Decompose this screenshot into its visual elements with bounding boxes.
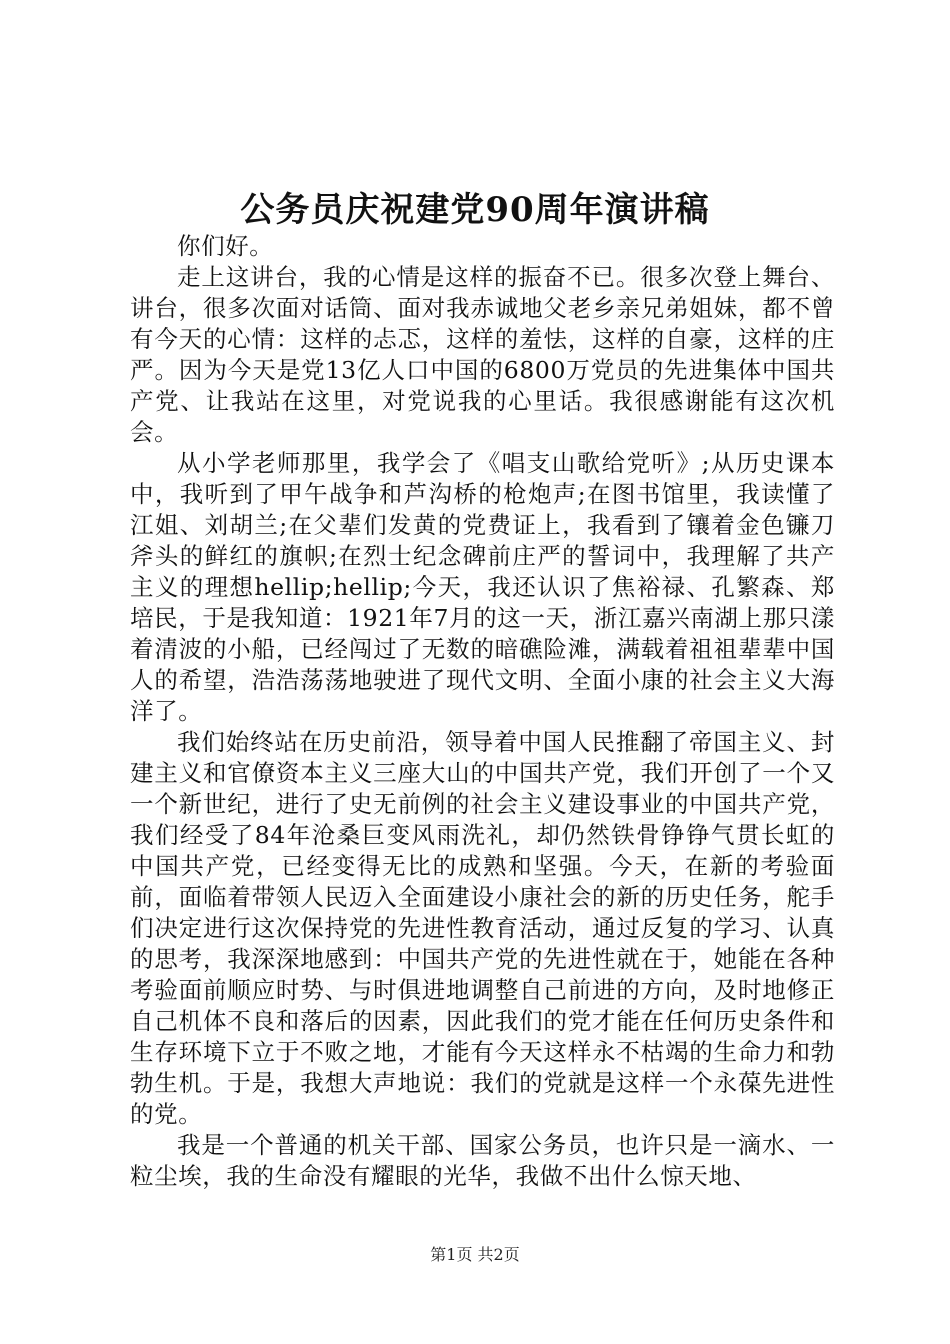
- paragraph-greeting: 你们好。: [177, 232, 274, 260]
- paragraph-party: 我们始终站在历史前沿，领导着中国人民推翻了帝国主义、封建主义和官僚资本主义三座大山的中国共产党，我们开创了一个又一个新世纪，进行了史无前例的社会主义建设事业的中国共产党，我们经受了84年沧桑巨变风雨洗礼，却仍然铁骨铮铮气贯长虹的中国共产党，已经变得无比的成熟和坚强。今天，在新的考验面前，面临着带领人民迈入全面建设小康社会的新的历史任务，舵手们决定进行这次保持党的先进性教育活动，通过反复的学习、认真的思考，我深深地感到：中国共产党的先进性就在于，她能在各种考验面前顺应时势、与时俱进地调整自己前进的方向，及时地修正自己机体不良和落后的因素，因此我们的党才能在任何历史条件和生存环境下立于不败之地，才能有今天这样永不枯竭的生命力和勃勃生机。于是，我想大声地说：我们的党就是这样一个永葆先进性的党。: [130, 728, 835, 1128]
- paragraph-history: 从小学老师那里，我学会了《唱支山歌给党听》;从历史课本中，我听到了甲午战争和芦沟桥的枪炮声;在图书馆里，我读懂了江姐、刘胡兰;在父辈们发黄的党费证上，我看到了镶着金色镰刀斧头的鲜红的旗帜;在烈士纪念碑前庄严的誓词中，我理解了共产主义的理想hellip;hellip;今天，我还认识了焦裕禄、孔繁森、郑培民，于是我知道：1921年7月的这一天，浙江嘉兴南湖上那只漾着清波的小船，已经闯过了无数的暗礁险滩，满载着祖祖辈辈中国人的希望，浩浩荡荡地驶进了现代文明、全面小康的社会主义大海洋了。: [130, 449, 835, 725]
- page-indicator: 第1页 共2页: [430, 1245, 520, 1264]
- page-footer: [0, 1244, 950, 1266]
- paragraph-self: 我是一个普通的机关干部、国家公务员，也许只是一滴水、一粒尘埃，我的生命没有耀眼的光华，我做不出什么惊天地、: [130, 1131, 835, 1190]
- document-body: [130, 231, 835, 1192]
- document-title: 公务员庆祝建党90周年演讲稿: [240, 190, 710, 230]
- paragraph-opening: 走上这讲台，我的心情是这样的振奋不已。很多次登上舞台、讲台，很多次面对话筒、面对我赤诚地父老乡亲兄弟姐妹，都不曾有今天的心情：这样的忐忑，这样的羞怯，这样的自豪，这样的庄严。因为今天是党13亿人口中国的6800万党员的先进集体中国共产党、让我站在这里，对党说我的心里话。我很感谢能有这次机会。: [130, 263, 835, 446]
